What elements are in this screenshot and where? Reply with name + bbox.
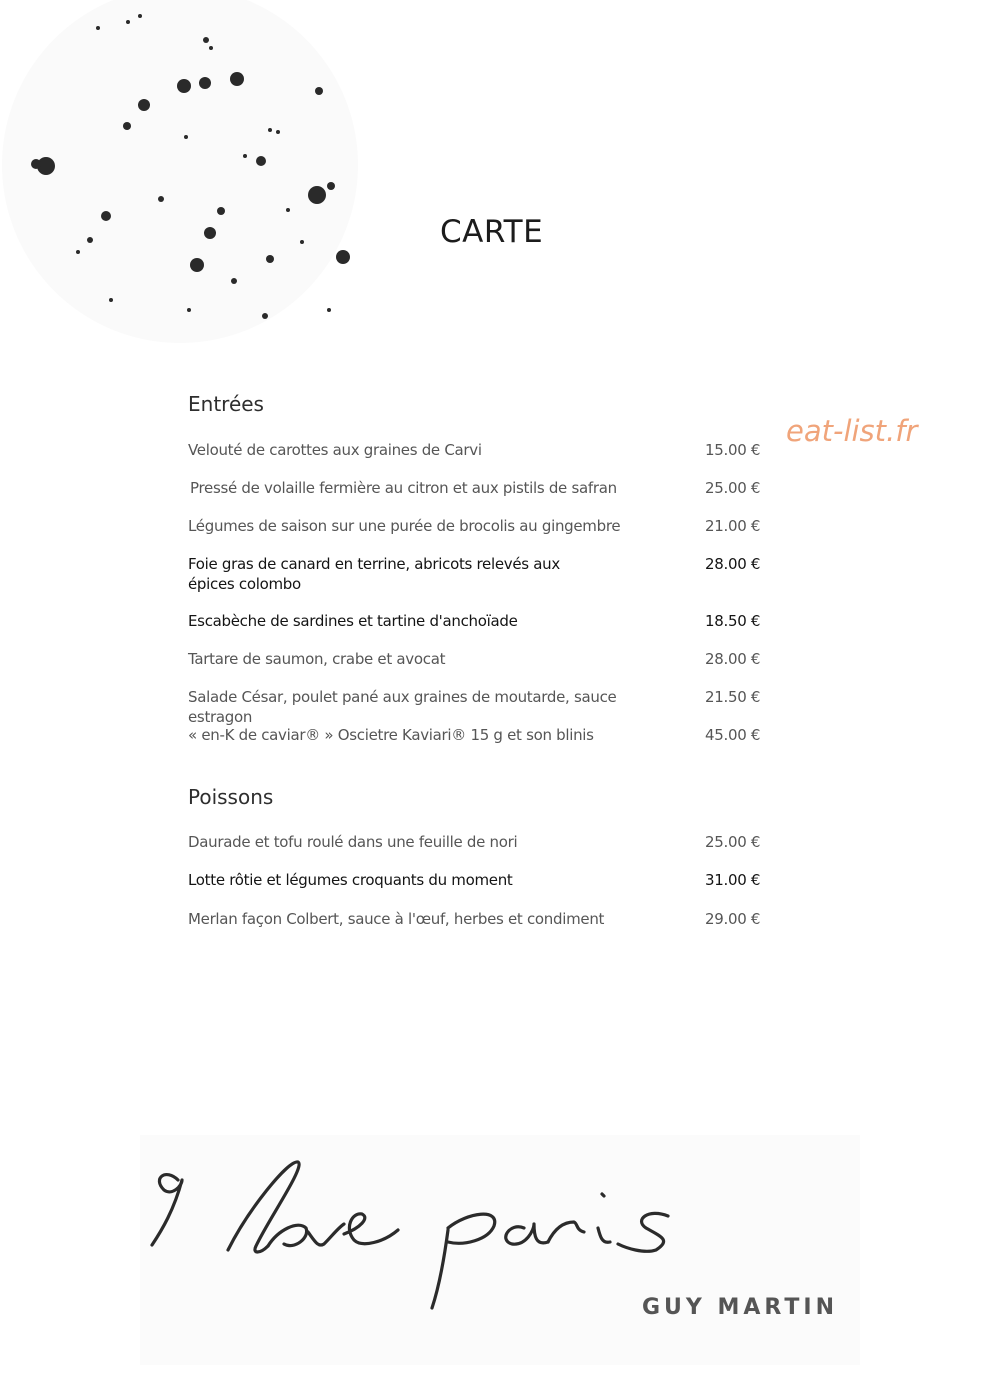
menu-item-name: Merlan façon Colbert, sauce à l'œuf, herbes et condiment <box>188 910 605 928</box>
menu-item-price: 45.00 € <box>705 726 761 744</box>
watermark: eat-list.fr <box>786 414 918 448</box>
menu-item-price: 21.50 € <box>705 688 761 706</box>
menu-item-name: Légumes de saison sur une purée de brocolis au gingembre <box>188 517 621 535</box>
menu-item-price: 28.00 € <box>705 650 761 668</box>
menu-item-price: 25.00 € <box>705 479 761 497</box>
page-title: CARTE <box>440 213 544 250</box>
menu-item-price: 18.50 € <box>705 612 761 630</box>
section-heading-entrees: Entrées <box>188 392 264 416</box>
ink-splatter-decoration <box>0 0 375 350</box>
menu-item-name: Pressé de volaille fermière au citron et aux pistils de safran <box>190 479 617 497</box>
menu-item-name: Escabèche de sardines et tartine d'anchoïade <box>188 612 518 630</box>
menu-item-name: Tartare de saumon, crabe et avocat <box>188 650 446 668</box>
brand-name: GUY MARTIN <box>642 1295 838 1320</box>
menu-item-name: Daurade et tofu roulé dans une feuille de nori <box>188 833 518 851</box>
menu-item-name: Lotte rôtie et légumes croquants du moment <box>188 871 513 889</box>
menu-item-name: « en-K de caviar® » Oscietre Kaviari® 15 g et son blinis <box>188 726 594 744</box>
menu-item-price: 31.00 € <box>705 871 761 889</box>
menu-item-name: Velouté de carottes aux graines de Carvi <box>188 441 482 459</box>
menu-item-price: 29.00 € <box>705 910 761 928</box>
section-heading-poissons: Poissons <box>188 785 274 809</box>
menu-item-price: 21.00 € <box>705 517 761 535</box>
menu-item-name: Foie gras de canard en terrine, abricots relevés aux épices colombo <box>188 555 560 593</box>
menu-item-price: 15.00 € <box>705 441 761 459</box>
menu-item-price: 28.00 € <box>705 555 761 573</box>
menu-item-name: Salade César, poulet pané aux graines de moutarde, sauce estragon <box>188 688 617 726</box>
menu-item-price: 25.00 € <box>705 833 761 851</box>
